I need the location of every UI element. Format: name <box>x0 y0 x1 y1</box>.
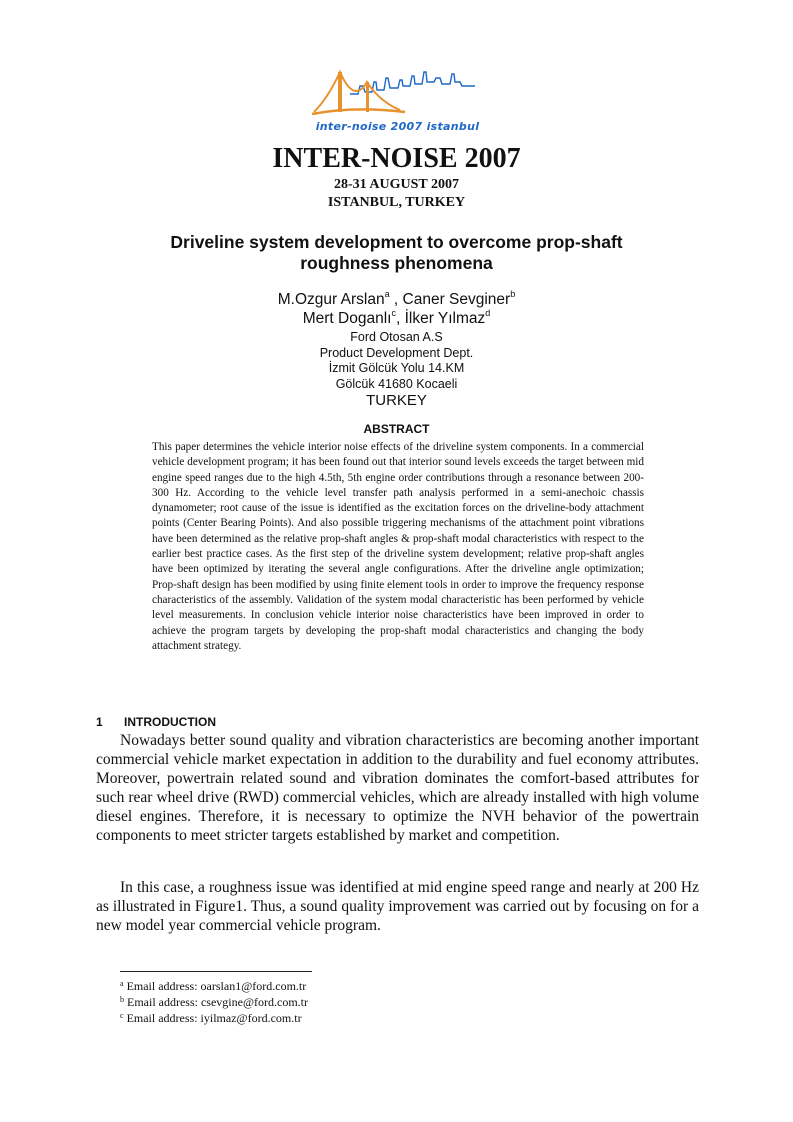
footnote-divider <box>120 971 312 972</box>
author-affil-mark: b <box>510 289 516 299</box>
bridge-tower-left <box>338 72 342 112</box>
affiliation-country: TURKEY <box>366 392 427 409</box>
author-affil-mark: a <box>384 289 390 299</box>
author-name: İlker Yılmaz <box>404 310 486 327</box>
affiliation-address-2: Gölcük 41680 Kocaeli <box>335 376 458 391</box>
affiliation-company: Ford Otosan A.S <box>350 330 443 344</box>
author-separator: , <box>389 291 403 308</box>
conference-title: INTER-NOISE 2007 <box>272 143 521 174</box>
affiliation-address-1: İzmit Gölcük Yolu 14.KM <box>328 361 465 375</box>
section-heading <box>96 715 216 729</box>
logo-caption: inter-noise 2007 istanbul <box>315 120 480 133</box>
section-number: 1 <box>96 715 103 729</box>
footnote-mark: b <box>120 995 124 1004</box>
affiliation-block <box>0 330 793 410</box>
footnote-text: Email address: oarslan1@ford.com.tr <box>123 979 307 993</box>
author-name: Mert Doganlı <box>302 310 392 327</box>
section-title: INTRODUCTION <box>124 715 216 729</box>
footnote-text: Email address: iyilmaz@ford.com.tr <box>123 1011 302 1025</box>
footnote-text: Email address: csevgine@ford.com.tr <box>124 995 308 1009</box>
conference-date: 28-31 AUGUST 2007 <box>334 177 459 192</box>
bridge-deck <box>312 109 405 114</box>
body-paragraph: Nowadays better sound quality and vibration characteristics are becoming another important commercial vehicle market expectation in addition to the durability and fuel economy attributes. Moreover, powertrain related sound and vibration dominates the comfort-based attributes for such rear wheel drive (RWD) commercial vehicles, which are already installed with high volume diesel engines. Therefore, it is necessary to optimize the NVH behavior of the powertrain components to meet stricter targets established by market and competition. <box>96 732 699 845</box>
author-line-1 <box>0 290 793 309</box>
author-separator: , <box>395 310 405 327</box>
abstract-heading: ABSTRACT <box>363 422 430 436</box>
footnote <box>120 978 520 994</box>
footnote-mark: a <box>120 979 124 988</box>
author-line-2 <box>0 309 793 328</box>
abstract-text: This paper determines the vehicle interior noise effects of the driveline system components. In a commercial vehicle development program; it has been found out that interior sound levels exceeds the target between mid engine speed ranges due to the high 4.5th, 5th engine order contributions through a resonance between 200-300 Hz. According to the vehicle level transfer path analysis performed in a semi-anechoic chassis dynamometer; root cause of the issue is identified as the excitation forces on the driveline-body attachment points (Center Bearing Points). And also possible triggering mechanisms of the attachment point vibrations have been determined as the relative prop-shaft angles & prop-shaft modal characteristics with respect to the earlier best practice cases. As the first step of the driveline system development; relative prop-shaft angles have been optimized by iterating the several angle configurations. After the driveline angle optimization; Prop-shaft design has been modified by using finite element tools in order to improve the frequency response characteristics of the assembly. Validation of the system modal characteristic has been performed by vehicle level measurements. In conclusion vehicle interior noise characteristics have been improved in order to achieve the program targets by developing the prop-shaft modal characteristics and changing the body attachment strategy. <box>152 441 644 652</box>
footnote-mark: c <box>120 1011 124 1020</box>
bridge-tower-right <box>366 82 369 112</box>
author-affil-mark: d <box>485 308 491 318</box>
author-name: M.Ozgur Arslan <box>277 291 385 308</box>
footnote <box>120 994 520 1010</box>
paper-title: Driveline system development to overcome prop-shaft roughness phenomena <box>170 232 623 273</box>
conference-place: ISTANBUL, TURKEY <box>327 195 466 210</box>
bridge-skyline-logo-graphic <box>310 64 485 124</box>
author-name: Caner Sevginer <box>402 291 511 308</box>
body-paragraph: In this case, a roughness issue was identified at mid engine speed range and nearly at 200 Hz as illustrated in Figure1. Thus, a sound quality improvement was carried out by focusing on for a new model year commercial vehicle program. <box>96 879 699 935</box>
footnotes <box>120 978 520 1026</box>
affiliation-dept: Product Development Dept. <box>319 345 474 360</box>
author-affil-mark: c <box>391 308 396 318</box>
author-list <box>0 290 793 328</box>
footnote <box>120 1010 520 1026</box>
